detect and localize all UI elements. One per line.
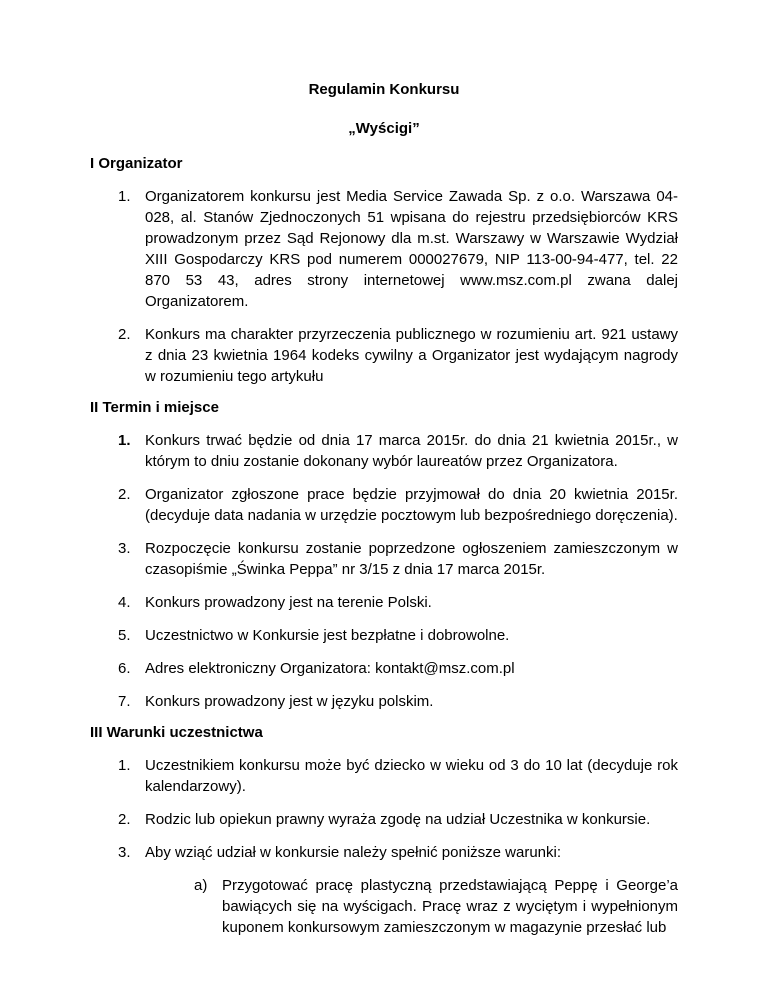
section-heading-termin: II Termin i miejsce bbox=[90, 399, 219, 416]
list-item-text: Uczestnictwo w Konkursie jest bezpłatne i dobrowolne. bbox=[145, 627, 510, 644]
list-item-number: 2. bbox=[118, 326, 131, 343]
list-item-text: Aby wziąć udział w konkursie należy spełnić poniższe warunki: bbox=[145, 844, 562, 861]
list-item-text: Konkurs prowadzony jest w języku polskim. bbox=[145, 693, 434, 710]
list-item-text: Rozpoczęcie konkursu zostanie poprzedzone ogłoszeniem zamieszczonym w czasopiśmie „Świnka Peppa” nr 3/15 z dnia 17 marca 2015r. bbox=[145, 540, 678, 578]
list-item-text: Organizator zgłoszone prace będzie przyjmował do dnia 20 kwietnia 2015r. (decyduje data nadania w urzędzie pocztowym lub bezpośredniego doręczenia). bbox=[145, 486, 678, 524]
sub-list-item bbox=[90, 875, 678, 938]
list-item-text: Konkurs prowadzony jest na terenie Polski. bbox=[145, 594, 432, 611]
sub-list-item-letter: a) bbox=[194, 877, 208, 894]
list-item-number: 7. bbox=[118, 693, 131, 710]
list-item-number: 6. bbox=[118, 660, 131, 677]
document-title: Regulamin Konkursu bbox=[308, 81, 460, 98]
sub-list-warunki bbox=[90, 875, 678, 938]
list-item bbox=[90, 691, 678, 712]
list-item bbox=[90, 755, 678, 797]
list-item-text: Organizatorem konkursu jest Media Service Zawada Sp. z o.o. Warszawa 04-028, al. Stanów Zjednoczonych 51 wpisana do rejestru przedsiębiorców KRS prowadzonym przez Sąd Rejonowy dla m.st. Warszawy w Warszawie Wydział XIII Gospodarczy KRS pod numerem 000027679, NIP 113-00-94-477, tel. 22 870 53 43, adres strony internetowej www.msz.com.pl zwana dalej Organizatorem. bbox=[145, 188, 678, 310]
list-item-text: Konkurs trwać będzie od dnia 17 marca 2015r. do dnia 21 kwietnia 2015r., w którym to dniu zostanie dokonany wybór laureatów przez Organizatora. bbox=[145, 432, 678, 470]
section-list-warunki bbox=[90, 755, 678, 863]
list-item-text: Uczestnikiem konkursu może być dziecko w wieku od 3 do 10 lat (decyduje rok kalendarzowy). bbox=[145, 757, 678, 795]
list-item bbox=[90, 484, 678, 526]
list-item bbox=[90, 658, 678, 679]
list-item-number: 5. bbox=[118, 627, 131, 644]
list-item-number: 1. bbox=[118, 188, 131, 205]
list-item-number: 1. bbox=[118, 757, 131, 774]
list-item-text: Rodzic lub opiekun prawny wyraża zgodę na udział Uczestnika w konkursie. bbox=[145, 811, 651, 828]
list-item bbox=[90, 809, 678, 830]
list-item-number: 2. bbox=[118, 811, 131, 828]
list-item-text: Adres elektroniczny Organizatora: kontakt@msz.com.pl bbox=[145, 660, 515, 677]
section-heading-organizator: I Organizator bbox=[90, 155, 183, 172]
sub-list-item-text: Przygotować pracę plastyczną przedstawiającą Peppę i George’a bawiących się na wyścigach. Pracę wraz z wyciętym i wypełnionym kuponem konkursowym zamieszczonym w magazynie przesłać lub bbox=[222, 877, 678, 936]
list-item-number: 2. bbox=[118, 486, 131, 503]
list-item-number: 3. bbox=[118, 844, 131, 861]
list-item bbox=[90, 592, 678, 613]
section-list-termin bbox=[90, 430, 678, 712]
list-item bbox=[90, 625, 678, 646]
list-item-number: 1. bbox=[118, 432, 131, 449]
section-list-organizator bbox=[90, 186, 678, 387]
list-item bbox=[90, 324, 678, 387]
document-subtitle: „Wyścigi” bbox=[348, 120, 420, 137]
list-item bbox=[90, 186, 678, 312]
list-item-number: 3. bbox=[118, 540, 131, 557]
list-item bbox=[90, 538, 678, 580]
list-item-text: Konkurs ma charakter przyrzeczenia publicznego w rozumieniu art. 921 ustawy z dnia 23 kwietnia 1964 kodeks cywilny a Organizator jest wydającym nagrody w rozumieniu tego artykułu bbox=[145, 326, 678, 385]
list-item bbox=[90, 430, 678, 472]
list-item bbox=[90, 842, 678, 863]
section-heading-warunki: III Warunki uczestnictwa bbox=[90, 724, 263, 741]
list-item-number: 4. bbox=[118, 594, 131, 611]
